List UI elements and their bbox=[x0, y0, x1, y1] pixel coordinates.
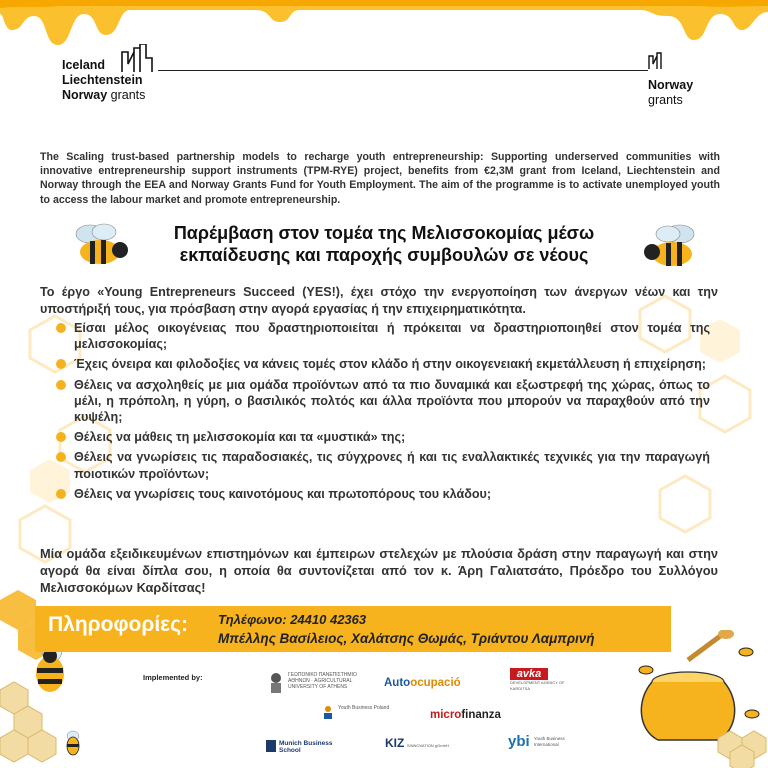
avka-logo: avka DEVELOPMENT AGENCY OF KARDITSA bbox=[510, 668, 565, 691]
microfinanza-logo: microfinanza bbox=[430, 709, 501, 721]
info-label: Πληροφορίες: bbox=[48, 613, 189, 636]
logo-norway: Norway bbox=[62, 88, 108, 102]
closing-paragraph: Μία ομάδα εξειδικευμένων επιστημόνων και έμπειρων στελεχών με πλούσια δράση στην παραγωγή και στην αγορά θα είναι δίπλα σου, η οποία θα συντονίζεται από τον κ. Άρη Γαλιατσάτο, Πρόεδρο του Συλλόγου Μελισσοκόμων Καρδίτσας! bbox=[40, 546, 718, 595]
kiz-logo: KIZ SINNOVATION gGmbH bbox=[385, 736, 449, 750]
bullet-dot-icon bbox=[56, 452, 66, 462]
list-item: Θέλεις να μάθεις τη μελισσοκομία και τα «μυστικά» της; bbox=[62, 429, 710, 445]
bullet-dot-icon bbox=[56, 489, 66, 499]
youth-business-international-logo: ybi Youth Business International bbox=[508, 733, 565, 750]
bullet-dot-icon bbox=[56, 432, 66, 442]
logo-liechtenstein: Liechtenstein bbox=[62, 73, 143, 87]
list-item: Θέλεις να γνωρίσεις τους καινοτόμους και πρωτοπόρους του κλάδου; bbox=[62, 486, 710, 502]
youth-business-poland-logo: Youth Business Poland bbox=[322, 705, 396, 719]
norway-flag-icon bbox=[648, 52, 670, 70]
autoocupacio-logo: Autoocupació bbox=[384, 677, 461, 689]
bullet-dot-icon bbox=[56, 323, 66, 333]
university-emblem-icon bbox=[268, 672, 284, 694]
headline bbox=[120, 222, 648, 266]
lead-paragraph: Το έργο «Young Entrepreneurs Succeed (YES!), έχει στόχο την ενεργοποίηση των άνεργων νέων και την υποστήριξή τους, για πρόσβαση στην αγορά εργασίας ή την επιχειρηματικότητα. bbox=[40, 285, 718, 316]
eea-grants-logo bbox=[62, 44, 145, 103]
logo-rule-middle bbox=[258, 70, 648, 71]
list-item: Είσαι μέλος οικογένειας που δραστηριοποιείται ή πρόκειται να δραστηριοποιηθεί στον τομέα της μελισσοκομίας; bbox=[62, 320, 710, 352]
implemented-by-label: Implemented by: bbox=[143, 673, 203, 682]
norway-grants-logo bbox=[648, 52, 693, 108]
mbs-emblem-icon bbox=[266, 740, 276, 752]
honey-pot-decoration bbox=[628, 630, 768, 768]
list-item: Θέλεις να γνωρίσεις τις παραδοσιακές, τις σύγχρονες ή και τις εναλλακτικές τεχνικές για την παραγωγή ποιοτικών προϊόντων; bbox=[62, 449, 710, 481]
info-contacts: Μπέλλης Βασίλειος, Χαλάτσης Θωμάς, Τριάντου Λαμπρινή bbox=[218, 631, 595, 646]
agricultural-university-logo: ΓΕΩΠΟΝΙΚΟ ΠΑΝΕΠΙΣΤΗΜΙΟ ΑΘΗΝΩΝ · AGRICULTURAL UNIVERSITY OF ATHENS bbox=[268, 672, 372, 694]
bee-icon-right bbox=[640, 222, 702, 272]
logo-grants: grants bbox=[110, 88, 146, 102]
intro-paragraph: The Scaling trust-based partnership models to recharge youth entrepreneurship: Supporting underserved communities with innovative entrepreneurship support instruments (TPM-RYE) project, benefits from €2,3M grant from Iceland, Liechtenstein and Norway through the EEA and Norway Grants Fund for Youth Employment. The aim of the programme is to activate unemployed youth to access the labour market and promote entrepreneurship. bbox=[40, 151, 720, 206]
logo-right-grants: grants bbox=[648, 93, 683, 107]
list-item: Θέλεις να ασχοληθείς με μια ομάδα προϊόντων από τα πιο δυναμικά και εξωστρεφή της χώρας, όπως το μέλι, η πρόπολη, η γύρη, ο βασιλικός πολτός και άλλα προϊόντα που μπορούν να παραχθούν από την κυψέλη; bbox=[62, 377, 710, 426]
small-bee-icon bbox=[58, 728, 88, 758]
munich-business-school-logo: Munich Business School bbox=[266, 740, 352, 754]
bullet-dot-icon bbox=[56, 359, 66, 369]
logo-rule-left bbox=[158, 70, 258, 71]
bullet-dot-icon bbox=[56, 380, 66, 390]
grants-flag-icon bbox=[120, 44, 160, 74]
list-item: Έχεις όνειρα και φιλοδοξίες να κάνεις τομές στον κλάδο ή στην οικογενειακή εκμετάλλευση ή επιχείρηση; bbox=[62, 356, 710, 372]
logo-right-norway: Norway bbox=[648, 78, 694, 92]
question-list bbox=[62, 320, 710, 506]
info-phone[interactable]: Τηλέφωνο: 24410 42363 bbox=[218, 612, 367, 627]
headline-line-1: Παρέμβαση στον τομέα της Μελισσοκομίας μέσω bbox=[173, 223, 595, 243]
logo-iceland: Iceland bbox=[62, 58, 106, 72]
ybp-emblem-icon bbox=[322, 705, 334, 719]
headline-line-2: εκπαίδευσης και παροχής συμβουλών σε νέους bbox=[179, 245, 589, 265]
